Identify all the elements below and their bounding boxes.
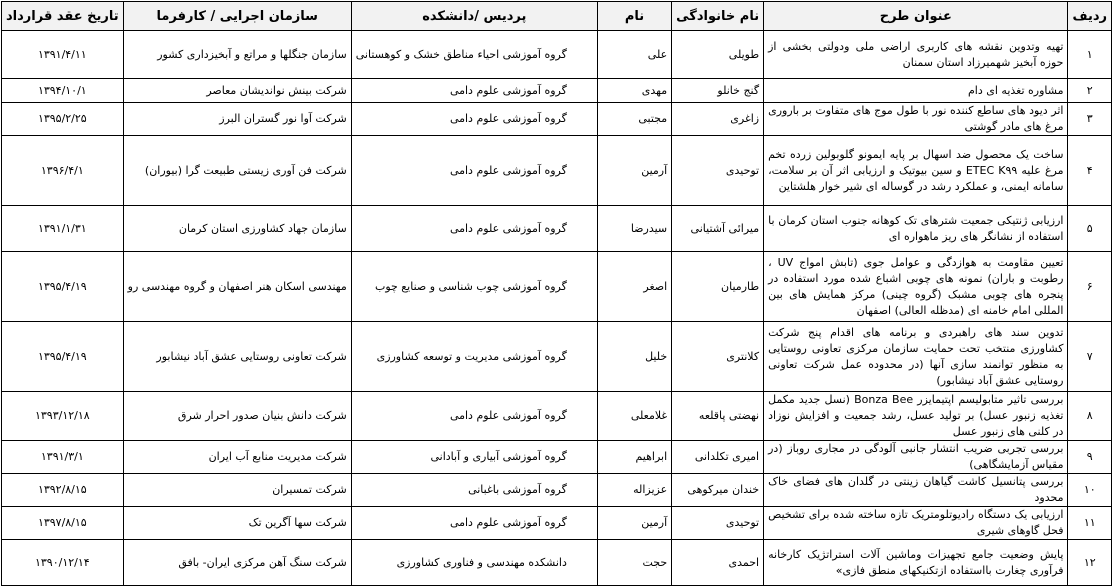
row-index-cell: ۳: [1068, 103, 1112, 136]
organization-cell: سازمان جنگلها و مراتع و آبخیزداری کشور: [123, 31, 351, 79]
table-row: [2, 103, 1112, 136]
first-name-cell: غلامعلی: [597, 392, 671, 441]
last-name-cell: امیری تکلدانی: [672, 441, 764, 474]
campus-cell: گروه آموزشی آبیاری و آبادانی: [351, 441, 597, 474]
last-name-cell: نهضتی پاقلعه: [672, 392, 764, 441]
row-index-cell: ۷: [1068, 322, 1112, 392]
project-title-cell: بررسی تاثیر متابولیسم اپتیمایزر Bonza Bee (نسل جدید مکمل تغذیه زنبور عسل) بر تولید عسل، رشد جمعیت و افزایش نوزاد در کلنی های زنبور عسل: [764, 392, 1068, 441]
last-name-cell: طارمیان: [672, 252, 764, 322]
organization-cell: شرکت سنگ آهن مرکزی ایران- بافق: [123, 540, 351, 586]
contract-date-cell: ۱۳۹۵/۴/۱۹: [2, 322, 124, 392]
project-title-cell: تهیه وتدوین نقشه های کاربری اراضی ملی ودولتی بخشی از حوزه آبخیز شهمیرزاد استان سمنان: [764, 31, 1068, 79]
contract-date-cell: ۱۳۹۱/۱/۳۱: [2, 206, 124, 252]
table-row: [2, 392, 1112, 441]
organization-cell: سازمان جهاد کشاورزی استان کرمان: [123, 206, 351, 252]
campus-cell: گروه آموزشی علوم دامی: [351, 136, 597, 206]
project-title-cell: ارزیابی ژنتیکی جمعیت شترهای تک کوهانه جنوب استان کرمان با استفاده از نشانگر های ریز ماهواره ای: [764, 206, 1068, 252]
organization-cell: مهندسی اسکان هنر اصفهان و گروه مهندسی رو: [123, 252, 351, 322]
contract-date-cell: ۱۳۹۷/۸/۱۵: [2, 507, 124, 540]
column-header-last-name: نام خانوادگی: [672, 2, 764, 31]
last-name-cell: توحیدی: [672, 136, 764, 206]
project-title-cell: ارزیابی یک دستگاه رادیوتلومتریک تازه ساخته شده برای تشخیص فحل گاوهای شیری: [764, 507, 1068, 540]
row-index-cell: ۹: [1068, 441, 1112, 474]
first-name-cell: علی: [597, 31, 671, 79]
last-name-cell: توحیدی: [672, 507, 764, 540]
table-row: [2, 441, 1112, 474]
organization-cell: شرکت بینش نواندیشان معاصر: [123, 79, 351, 103]
campus-cell: گروه آموزشی احیاء مناطق خشک و کوهستانی: [351, 31, 597, 79]
contract-date-cell: ۱۳۹۴/۱۰/۱: [2, 79, 124, 103]
row-index-cell: ۱۲: [1068, 540, 1112, 586]
organization-cell: شرکت تمسیران: [123, 474, 351, 507]
last-name-cell: طویلی: [672, 31, 764, 79]
table-row: [2, 252, 1112, 322]
last-name-cell: گنج خانلو: [672, 79, 764, 103]
contract-date-cell: ۱۳۹۵/۴/۱۹: [2, 252, 124, 322]
column-header-title: عنوان طرح: [764, 2, 1068, 31]
contract-date-cell: ۱۳۹۲/۸/۱۵: [2, 474, 124, 507]
row-index-cell: ۱۱: [1068, 507, 1112, 540]
campus-cell: گروه آموزشی مدیریت و توسعه کشاورزی: [351, 322, 597, 392]
row-index-cell: ۵: [1068, 206, 1112, 252]
project-title-cell: تدوین سند های راهبردی و برنامه های اقدام پنج شرکت کشاورزی منتخب تحت حمایت سازمان مرکزی تعاونی روستایی به منظور توانمند سازی آنها (در محدوده عمل شرکت تعاونی روستایی عشق آباد نیشابور): [764, 322, 1068, 392]
project-title-cell: بررسی تجربی ضریب انتشار جانبی آلودگی در مجاری روباز (در مقیاس آزمایشگاهی): [764, 441, 1068, 474]
organization-cell: شرکت آوا نور گستران البرز: [123, 103, 351, 136]
first-name-cell: ابراهیم: [597, 441, 671, 474]
campus-cell: گروه آموزشی علوم دامی: [351, 507, 597, 540]
column-header-contract-date: تاریخ عقد قرارداد: [2, 2, 124, 31]
first-name-cell: حجت: [597, 540, 671, 586]
contract-date-cell: ۱۳۹۶/۴/۱: [2, 136, 124, 206]
project-title-cell: ساخت یک محصول ضد اسهال بر پایه ایمونو گلوبولین زرده تخم مرغ علیه ETEC K۹۹ و سین بیوتیک و ارزیابی اثر آن بر سلامت، سامانه ایمنی، و عملکرد رشد در گوساله ای شیر خوار هلشتاین: [764, 136, 1068, 206]
campus-cell: گروه آموزشی باغبانی: [351, 474, 597, 507]
row-index-cell: ۱۰: [1068, 474, 1112, 507]
first-name-cell: اصغر: [597, 252, 671, 322]
table-row: [2, 322, 1112, 392]
table-row: [2, 540, 1112, 586]
contract-date-cell: ۱۳۹۱/۳/۱: [2, 441, 124, 474]
contract-date-cell: ۱۳۹۳/۱۲/۱۸: [2, 392, 124, 441]
table-row: [2, 79, 1112, 103]
column-header-index: ردیف: [1068, 2, 1112, 31]
row-index-cell: ۱: [1068, 31, 1112, 79]
last-name-cell: خندان میرکوهی: [672, 474, 764, 507]
organization-cell: شرکت تعاونی روستایی عشق آباد نیشابور: [123, 322, 351, 392]
first-name-cell: آرمین: [597, 507, 671, 540]
organization-cell: شرکت سها آگرین تک: [123, 507, 351, 540]
campus-cell: دانشکده مهندسی و فناوری کشاورزی: [351, 540, 597, 586]
first-name-cell: مجتبی: [597, 103, 671, 136]
contract-date-cell: ۱۳۹۱/۴/۱۱: [2, 31, 124, 79]
row-index-cell: ۸: [1068, 392, 1112, 441]
first-name-cell: عزیزاله: [597, 474, 671, 507]
table-row: [2, 474, 1112, 507]
campus-cell: گروه آموزشی علوم دامی: [351, 79, 597, 103]
contract-date-cell: ۱۳۹۰/۱۲/۱۴: [2, 540, 124, 586]
header-row: [2, 2, 1112, 31]
project-title-cell: پایش وضعیت جامع تجهیزات وماشین آلات استراتژیک کارخانه فرآوری چغارت بااستفاده ازتکنیکهای منطق فازی»: [764, 540, 1068, 586]
organization-cell: شرکت مدیریت منابع آب ایران: [123, 441, 351, 474]
row-index-cell: ۴: [1068, 136, 1112, 206]
organization-cell: شرکت فن آوری زیستی طبیعت گرا (بیوران): [123, 136, 351, 206]
row-index-cell: ۶: [1068, 252, 1112, 322]
campus-cell: گروه آموزشی چوب شناسی و صنایع چوب: [351, 252, 597, 322]
organization-cell: شرکت دانش بنیان صدور احرار شرق: [123, 392, 351, 441]
campus-cell: گروه آموزشی علوم دامی: [351, 103, 597, 136]
last-name-cell: احمدی: [672, 540, 764, 586]
first-name-cell: مهدی: [597, 79, 671, 103]
column-header-first-name: نام: [597, 2, 671, 31]
contracts-table: [1, 1, 1112, 586]
project-title-cell: بررسی پتانسیل کاشت گیاهان زینتی در گلدان های فضای خاک محدود: [764, 474, 1068, 507]
table-row: [2, 136, 1112, 206]
table-row: [2, 31, 1112, 79]
project-title-cell: تعیین مقاومت به هوازدگی و عوامل جوی (تابش امواج UV ، رطوبت و باران) نمونه های چوبی اشباع شده مورد استفاده در پنجره های چوبی مشبک (گروه چینی) مرکز همایش های بین المللی امام خامنه ای (مدظله العالی) اصفهان: [764, 252, 1068, 322]
project-title-cell: اثر دیود های ساطع کننده نور با طول موج های متفاوت بر باروری مرغ های مادر گوشتی: [764, 103, 1068, 136]
last-name-cell: کلانتری: [672, 322, 764, 392]
column-header-campus: پردیس /دانشکده: [351, 2, 597, 31]
column-header-organization: سازمان اجرایی / کارفرما: [123, 2, 351, 31]
last-name-cell: زاغری: [672, 103, 764, 136]
first-name-cell: سیدرضا: [597, 206, 671, 252]
table-row: [2, 507, 1112, 540]
project-title-cell: مشاوره تغذیه ای دام: [764, 79, 1068, 103]
first-name-cell: خلیل: [597, 322, 671, 392]
campus-cell: گروه آموزشی علوم دامی: [351, 392, 597, 441]
table-row: [2, 206, 1112, 252]
first-name-cell: آرمین: [597, 136, 671, 206]
contract-date-cell: ۱۳۹۵/۲/۲۵: [2, 103, 124, 136]
campus-cell: گروه آموزشی علوم دامی: [351, 206, 597, 252]
row-index-cell: ۲: [1068, 79, 1112, 103]
last-name-cell: میرائی آشتیانی: [672, 206, 764, 252]
